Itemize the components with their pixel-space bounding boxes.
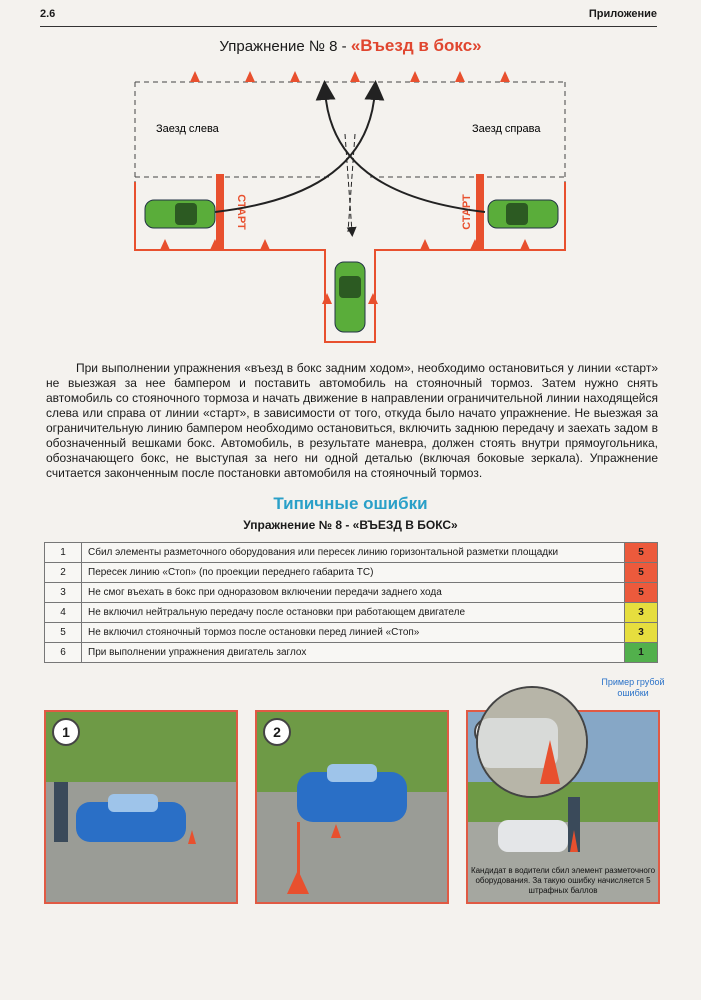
start-label-left: СТАРТ: [235, 194, 247, 230]
table-row: [45, 643, 658, 663]
exercise-title-prefix: Упражнение № 8 -: [219, 38, 351, 55]
row-text: Сбил элементы разметочного оборудования или пересек линию горизонтальной разметки площадки: [82, 543, 625, 563]
car-left: [145, 200, 215, 228]
row-points: 5: [625, 543, 658, 563]
start-label-right: СТАРТ: [461, 194, 473, 230]
typical-errors-subheading: Упражнение № 8 - «ВЪЕЗД В БОКС»: [243, 518, 458, 532]
photo-1: [44, 710, 238, 904]
row-number: 3: [45, 583, 82, 603]
row-text: Не смог въехать в бокс при одноразовом включении передачи заднего хода: [82, 583, 625, 603]
row-number: 5: [45, 623, 82, 643]
typical-errors-heading: Типичные ошибки: [273, 494, 428, 513]
row-number: 1: [45, 543, 82, 563]
photo-3-zoom-inset: [476, 686, 588, 798]
table-row: [45, 603, 658, 623]
table-row: [45, 583, 658, 603]
table-row: [45, 623, 658, 643]
page-number: 2.6: [40, 8, 56, 20]
row-number: 2: [45, 563, 82, 583]
right-entry-label: Заезд справа: [472, 123, 541, 135]
box-entry-diagram: [120, 62, 580, 348]
gross-error-example-note: Пример грубой ошибки: [601, 677, 665, 698]
left-entry-label: Заезд слева: [156, 123, 219, 135]
row-number: 4: [45, 603, 82, 623]
photo-number-badge: 2: [263, 718, 291, 746]
row-text: Пересек линию «Стоп» (по проекции переднего габарита ТС): [82, 563, 625, 583]
header-divider: [40, 26, 657, 27]
row-points: 1: [625, 643, 658, 663]
row-number: 6: [45, 643, 82, 663]
row-points: 5: [625, 563, 658, 583]
photo-number-badge: 1: [52, 718, 80, 746]
exercise-description: При выполнении упражнения «въезд в бокс задним ходом», необходимо остановиться у линии «старт» не выезжая за нее бампером и поставить автомобиль на стояночный тормоз. Затем нужно снять автомобиль со стояночного тормоза и начать движение в направлении ограничительной линии находящейся слева или справа от линии «старт», в зависимости от того, откуда было начато упражнение. Не выезжая за ограничительную линию бампером необходимо остановиться, включить заднюю передачу и заехать задом в обозначенный вешками бокс. Автомобиль, в результате маневра, должен стоять внутри прямоугольника, обозначающего бокс, не выступая за него ни одной деталью (включая боковые зеркала). Упражнение считается законченным после постановки автомобиля на стояночный тормоз.: [46, 361, 658, 480]
reverse-path-right: [348, 134, 355, 232]
row-text: При выполнении упражнения двигатель заглох: [82, 643, 625, 663]
inset-scene: [478, 688, 586, 796]
photo-2: [255, 710, 449, 904]
errors-table: [44, 542, 658, 663]
row-text: Не включил нейтральную передачу после остановки при работающем двигателе: [82, 603, 625, 623]
row-text: Не включил стояночный тормоз после остановки перед линией «Стоп»: [82, 623, 625, 643]
exercise-title: [0, 36, 701, 56]
section-label: Приложение: [588, 8, 657, 20]
row-points: 3: [625, 603, 658, 623]
row-points: 5: [625, 583, 658, 603]
table-row: [45, 563, 658, 583]
car-right: [488, 200, 558, 228]
photo-3-caption: Кандидат в водители сбил элемент разметочного оборудования. За такую ошибку начисляется 5 штрафных баллов: [470, 866, 656, 895]
reverse-path-left: [345, 134, 352, 232]
row-points: 3: [625, 623, 658, 643]
car-in-box: [335, 262, 365, 332]
table-row: [45, 543, 658, 563]
exercise-title-name: «Въезд в бокс»: [350, 36, 482, 55]
